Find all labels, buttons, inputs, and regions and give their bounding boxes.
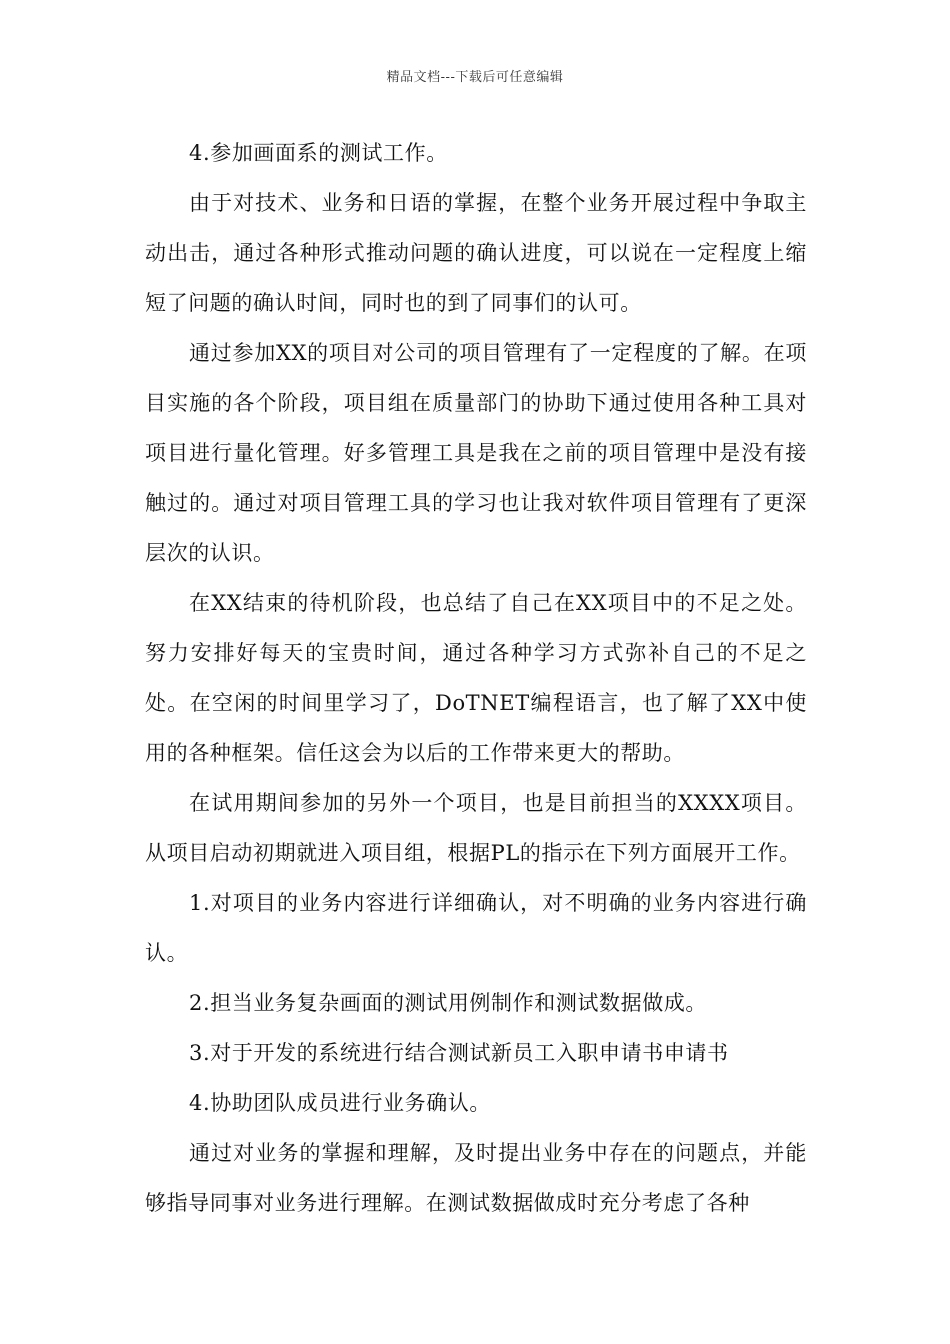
- paragraph-business-understanding: 通过对业务的掌握和理解，及时提出业务中存在的问题点，并能够指导同事对业务进行理解。在测试数据做成时充分考虑了各种: [145, 1141, 807, 1215]
- paragraph-project-management: 通过参加XX的项目对公司的项目管理有了一定程度的了解。在项目实施的各个阶段，项目组在质量部门的协助下通过使用各种工具对项目进行量化管理。好多管理工具是我在之前的项目管理中是没有接触过的。通过对项目管理工具的学习也让我对软件项目管理有了更深层次的认识。: [145, 341, 807, 565]
- list-item-4: 4.协助团队成员进行业务确认。: [189, 1091, 492, 1115]
- paragraph-self-improvement: 在XX结束的待机阶段，也总结了自己在XX项目中的不足之处。努力安排好每天的宝贵时间，通过各种学习方式弥补自己的不足之处。在空闲的时间里学习了，DoTNET编程语言，也了解了XX中使用的各种框架。信任这会为以后的工作带来更大的帮助。: [145, 591, 807, 765]
- paragraph-second-project: 在试用期间参加的另外一个项目，也是目前担当的XXXX项目。从项目启动初期就进入项目组，根据PL的指示在下列方面展开工作。: [145, 791, 807, 865]
- list-item-2: 2.担当业务复杂画面的测试用例制作和测试数据做成。: [189, 991, 708, 1015]
- list-item-1: 1.对项目的业务内容进行详细确认，对不明确的业务内容进行确认。: [145, 891, 807, 965]
- paragraph-item-4-test-work: 4.参加画面系的测试工作。: [189, 141, 448, 165]
- paragraph-initiative: 由于对技术、业务和日语的掌握，在整个业务开展过程中争取主动出击，通过各种形式推动问题的确认进度，可以说在一定程度上缩短了问题的确认时间，同时也的到了同事们的认可。: [145, 191, 807, 315]
- page-header: 精品文档---下载后可任意编辑: [386, 70, 564, 85]
- document-body: [145, 128, 807, 1228]
- list-item-3: 3.对于开发的系统进行结合测试新员工入职申请书申请书: [189, 1041, 729, 1065]
